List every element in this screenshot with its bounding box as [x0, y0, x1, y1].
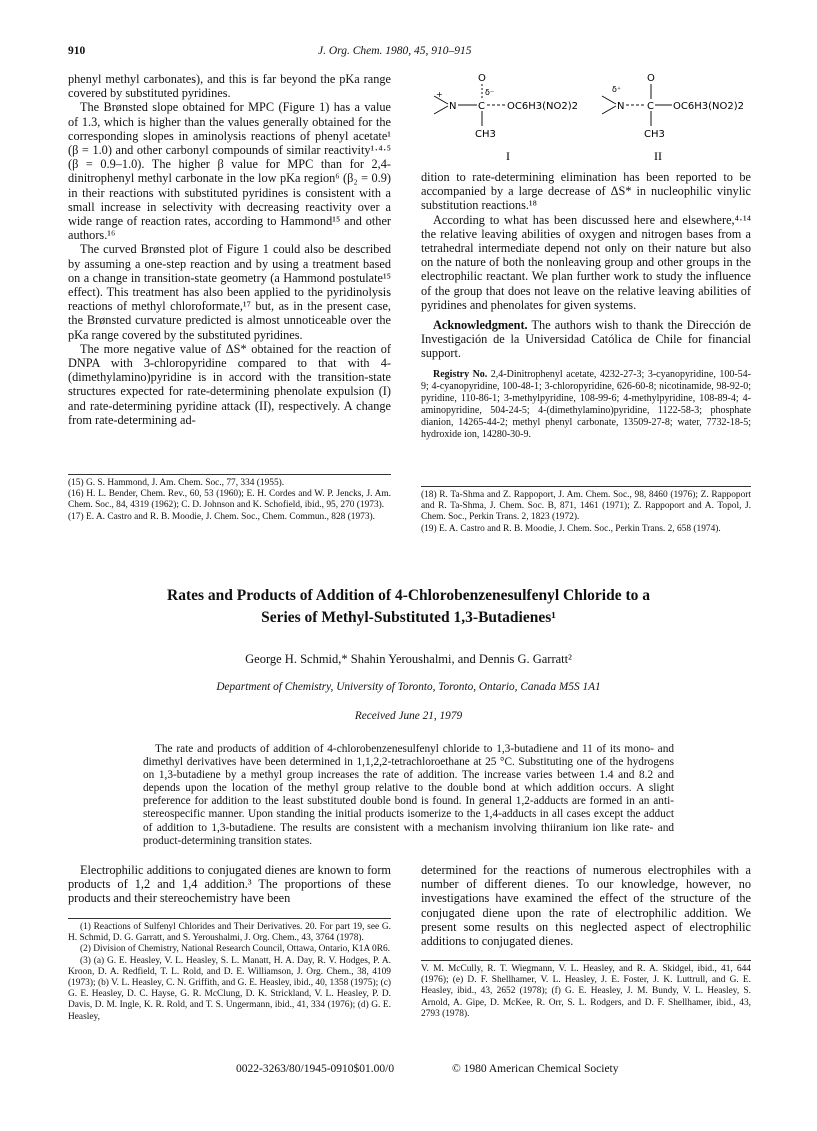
structure-ii-delta: δ⁺ — [612, 85, 622, 94]
transition-state-structures — [422, 70, 762, 170]
left-column-text — [68, 72, 391, 427]
structure-i-leaving-group: OC6H3(NO2)2 — [507, 101, 578, 112]
structure-ii-label: II — [654, 149, 662, 163]
registry-heading: Registry No. — [433, 368, 488, 380]
structure-ii-leaving-group: OC6H3(NO2)2 — [673, 101, 744, 112]
article-title-line-2: Series of Methyl-Substituted 1,3-Butadienes¹ — [261, 609, 556, 626]
footnote-3: (3) (a) G. E. Heasley, V. L. Heasley, S. L. Manatt, H. A. Day, R. V. Hodges, P. A. Kroon, D. A. Redfield, T. L. Rold, and D. E. Williamson, J. Org. Chem., 38, 4109 (1973); (b) V. L. Heasley, C. N. Griffith, and G. E. Heasley, ibid., 40, 1358 (1975); (c) G. E. Heasley, D. C. Hayse, G. R. McClung, D. K. Strickland, V. L. Heasley, P. D. Davis, D. M. Ingle, K. R. Rold, and T. S. Ungermann, ibid., 41, 334 (1976); (d) G. E. Heasley, — [68, 955, 391, 1022]
intro-left-paragraph: Electrophilic additions to conjugated dienes are known to form products of 1,2 and 1,4 addition.³ The proportions of these products and their stereochemistry have been — [68, 863, 391, 906]
left-paragraph-3: The curved Brønsted plot of Figure 1 could also be described by assuming a one-step reaction and by using a treatment based on a change in transition-state geometry (a Hammond postulate¹⁵ effect). This treatment has also been applied to the pyridinolysis reactions of methyl chloroformate,¹⁷ but, as in the present case, the Brønsted curvature predicted is almost unnoticeable over the pKa range covered by the substituted pyridines. — [68, 242, 391, 342]
abstract-text: The rate and products of addition of 4-chlorobenzenesulfenyl chloride to 1,3-butadiene and 11 of its mono- and dimethyl derivatives have been determined in 1,1,2,2-tetrachloroethane at 25 °C. Substituting one of the hydrogens on 1,3-butadiene by a methyl group increases the rate of addition. The increase varies between 1.4 and 8.2 and depends upon the location of the methyl group relative to the double bond at which addition occurs. A slight preference for addition to the least substituted double bond is found. In general 1,2-adducts are formed in an anti-stereospecific manner. Upon standing the initial products isomerize to the 1,4-adducts in all cases except the adduct of addition to 1,3-butadiene. The results are consistent with a mechanism involving thiiranium ion like rate- and product-determining transition states. — [143, 743, 674, 847]
article-received-date: Received June 21, 1979 — [354, 710, 463, 722]
structure-i-methyl: CH3 — [475, 129, 496, 140]
footnotes-top-right — [421, 490, 751, 535]
footnote-1: (1) Reactions of Sulfenyl Chlorides and Their Derivatives. 20. For part 19, see G. H. Schmid, D. G. Garratt, and S. Yeroushalmi, J. Org. Chem., 43, 3764 (1978). — [68, 922, 391, 944]
structure-i-carbon: C — [478, 101, 485, 112]
right-paragraph-1: dition to rate-determining elimination has been reported to be accompanied by a large decrease of ΔS* in nucleophilic vinylic substitution reactions.¹⁸ — [421, 170, 751, 213]
left-paragraph-2: The Brønsted slope obtained for MPC (Figure 1) has a value of 1.3, which is higher than the values generally obtained for the corresponding slopes in aminolysis reactions of phenyl acetate¹ (β = 1.0) and other carbonyl compounds of similar reactivity¹·⁴·⁵ (β = 0.9–1.0). The higher β value for MPC than for 2,4-dinitrophenyl methyl carbonate in the low pKa region⁶ (β₂ = 0.9) in their reactions with substituted pyridines is consistent with a small increase in selectivity with decreasing reactivity over a wide range of reaction rates, according to Hammond¹⁵ and other authors.¹⁶ — [68, 100, 391, 243]
structure-ii — [602, 73, 744, 163]
footnote-rule-bottom-right — [421, 960, 751, 961]
footnotes-top-left — [68, 478, 391, 523]
footnote-rule-bottom-left — [68, 918, 391, 919]
acknowledgment-body: The authors wish to thank the Dirección de Investigación de la Universidad Católica de Chile for financial support. — [421, 318, 751, 361]
footnotes-bottom-left — [68, 922, 391, 1023]
article-title-line-1: Rates and Products of Addition of 4-Chlorobenzenesulfenyl Chloride to a — [167, 587, 650, 604]
journal-header: J. Org. Chem. 1980, 45, 910–915 — [318, 45, 472, 57]
footnote-18: (18) R. Ta-Shma and Z. Rappoport, J. Am. Chem. Soc., 98, 8460 (1976); Z. Rappoport and R. Ta-Shma, J. Chem. Soc. B, 871, 1461 (1971); Z. Rappoport and A. Topol, J. Chem. Soc., Perkin Trans. 2, 1823 (1972). — [421, 490, 751, 523]
registry-body: 2,4-Dinitrophenyl acetate, 4232-27-3; 3-cyanopyridine, 100-54-9; 4-cyanopyridine, 100-48-1; 3-chloropyridine, 626-60-8; nicotinamide, 98-92-0; pyridine, 110-86-1; 3-methylpyridine, 108-99-6; 4-methylpyridine, 108-89-4; 4-aminopyridine, 504-24-5; 4-(dimethylamino)pyridine, 1122-58-3; phosphate dianion, 14265-44-2; methyl phenyl carbonate, 13509-27-8; water, 7732-18-5; hydroxide ion, 14280-30-9. — [421, 368, 751, 440]
page-number: 910 — [68, 45, 86, 57]
intro-right-paragraph: determined for the reactions of numerous electrophiles with a number of different dienes. To our knowledge, however, no investigations have examined the effect of the structure of the conjugated diene upon the rate of electrophilic addition. We present some results on this neglected aspect of electrophilic additions to conjugated dienes. — [421, 863, 751, 949]
footnotes-bottom-right — [421, 964, 751, 1020]
registry-numbers — [421, 369, 751, 441]
acknowledgment-heading: Acknowledgment. — [433, 318, 528, 333]
structure-i-plus: + — [436, 90, 443, 99]
footnote-rule-left — [68, 474, 391, 475]
structure-ii-nitrogen: N — [617, 101, 625, 112]
footnote-16: (16) H. L. Bender, Chem. Rev., 60, 53 (1960); E. H. Cordes and W. P. Jencks, J. Am. Chem. Soc., 84, 4319 (1962); C. D. Johnson and K. Schofield, ibid., 95, 270 (1973). — [68, 489, 391, 511]
article-authors: George H. Schmid,* Shahin Yeroushalmi, and Dennis G. Garratt² — [245, 652, 572, 666]
intro-left-column — [68, 863, 391, 906]
left-paragraph-4: The more negative value of ΔS* obtained for the reaction of DNPA with 3-chloropyridine compared to that with 4-(dimethylamino)pyridine is in accord with the transition-state structures expected for rate-determining phenolate expulsion (I) and rate-determining pyridine attack (II), respectively. A change from rate-determining ad- — [68, 341, 391, 427]
footnote-2: (2) Division of Chemistry, National Research Council, Ottawa, Ontario, K1A 0R6. — [80, 944, 391, 955]
structure-ii-methyl: CH3 — [644, 129, 665, 140]
footer-copyright: © 1980 American Chemical Society — [452, 1063, 619, 1075]
footnote-15: (15) G. S. Hammond, J. Am. Chem. Soc., 77, 334 (1955). — [68, 478, 285, 488]
footnote-3-continued: V. M. McCully, R. T. Wiegmann, V. L. Heasley, and R. A. Skidgel, ibid., 41, 644 (1976); (e) D. F. Shellhamer, V. L. Heasley, J. E. Foster, J. K. Luttrull, and G. E. Heasley, ibid., 43, 2652 (1978); (f) G. E. Heasley, J. M. Bundy, V. L. Heasley, S. Arnold, A. Gipe, D. McKee, R. Orr, S. L. Rodgers, and D. F. Shellhamer, ibid., 43, 2793 (1978). — [421, 964, 751, 1019]
left-paragraph-1: phenyl methyl carbonates), and this is far beyond the pKa range covered by substituted pyridines. — [68, 72, 391, 101]
structure-ii-carbon: C — [647, 101, 654, 112]
structure-i-oxygen: O — [478, 73, 486, 84]
acknowledgment — [421, 318, 751, 361]
article-affiliation: Department of Chemistry, University of Toronto, Toronto, Ontario, Canada M5S 1A1 — [216, 681, 601, 693]
structure-ii-oxygen: O — [647, 73, 655, 84]
structure-i — [434, 73, 578, 163]
intro-right-column — [421, 863, 751, 948]
footnote-17: (17) E. A. Castro and R. B. Moodie, J. Chem. Soc., Chem. Commun., 828 (1973). — [68, 511, 376, 522]
article-abstract — [143, 743, 674, 848]
footnote-19: (19) E. A. Castro and R. B. Moodie, J. Chem. Soc., Perkin Trans. 2, 658 (1974). — [421, 523, 721, 534]
structure-i-delta: δ⁻ — [485, 88, 495, 97]
structure-i-label: I — [506, 149, 510, 163]
footer-code: 0022-3263/80/1945-0910$01.00/0 — [236, 1063, 395, 1075]
structure-i-nitrogen: N — [449, 101, 457, 112]
right-column-text — [421, 170, 751, 441]
footnote-rule-right — [421, 486, 751, 487]
right-paragraph-2: According to what has been discussed here and elsewhere,⁴·¹⁴ the relative leaving abilities of oxygen and nitrogen bases from a tetrahedral intermediate depend not only on their nature but also on the nature of both the nonleaving group and other groups in the electrophilic reactant. We plan further work to study the influence of the group that does not leave on the relative leaving abilities of pyridines and phenolates for given systems. — [421, 212, 751, 312]
